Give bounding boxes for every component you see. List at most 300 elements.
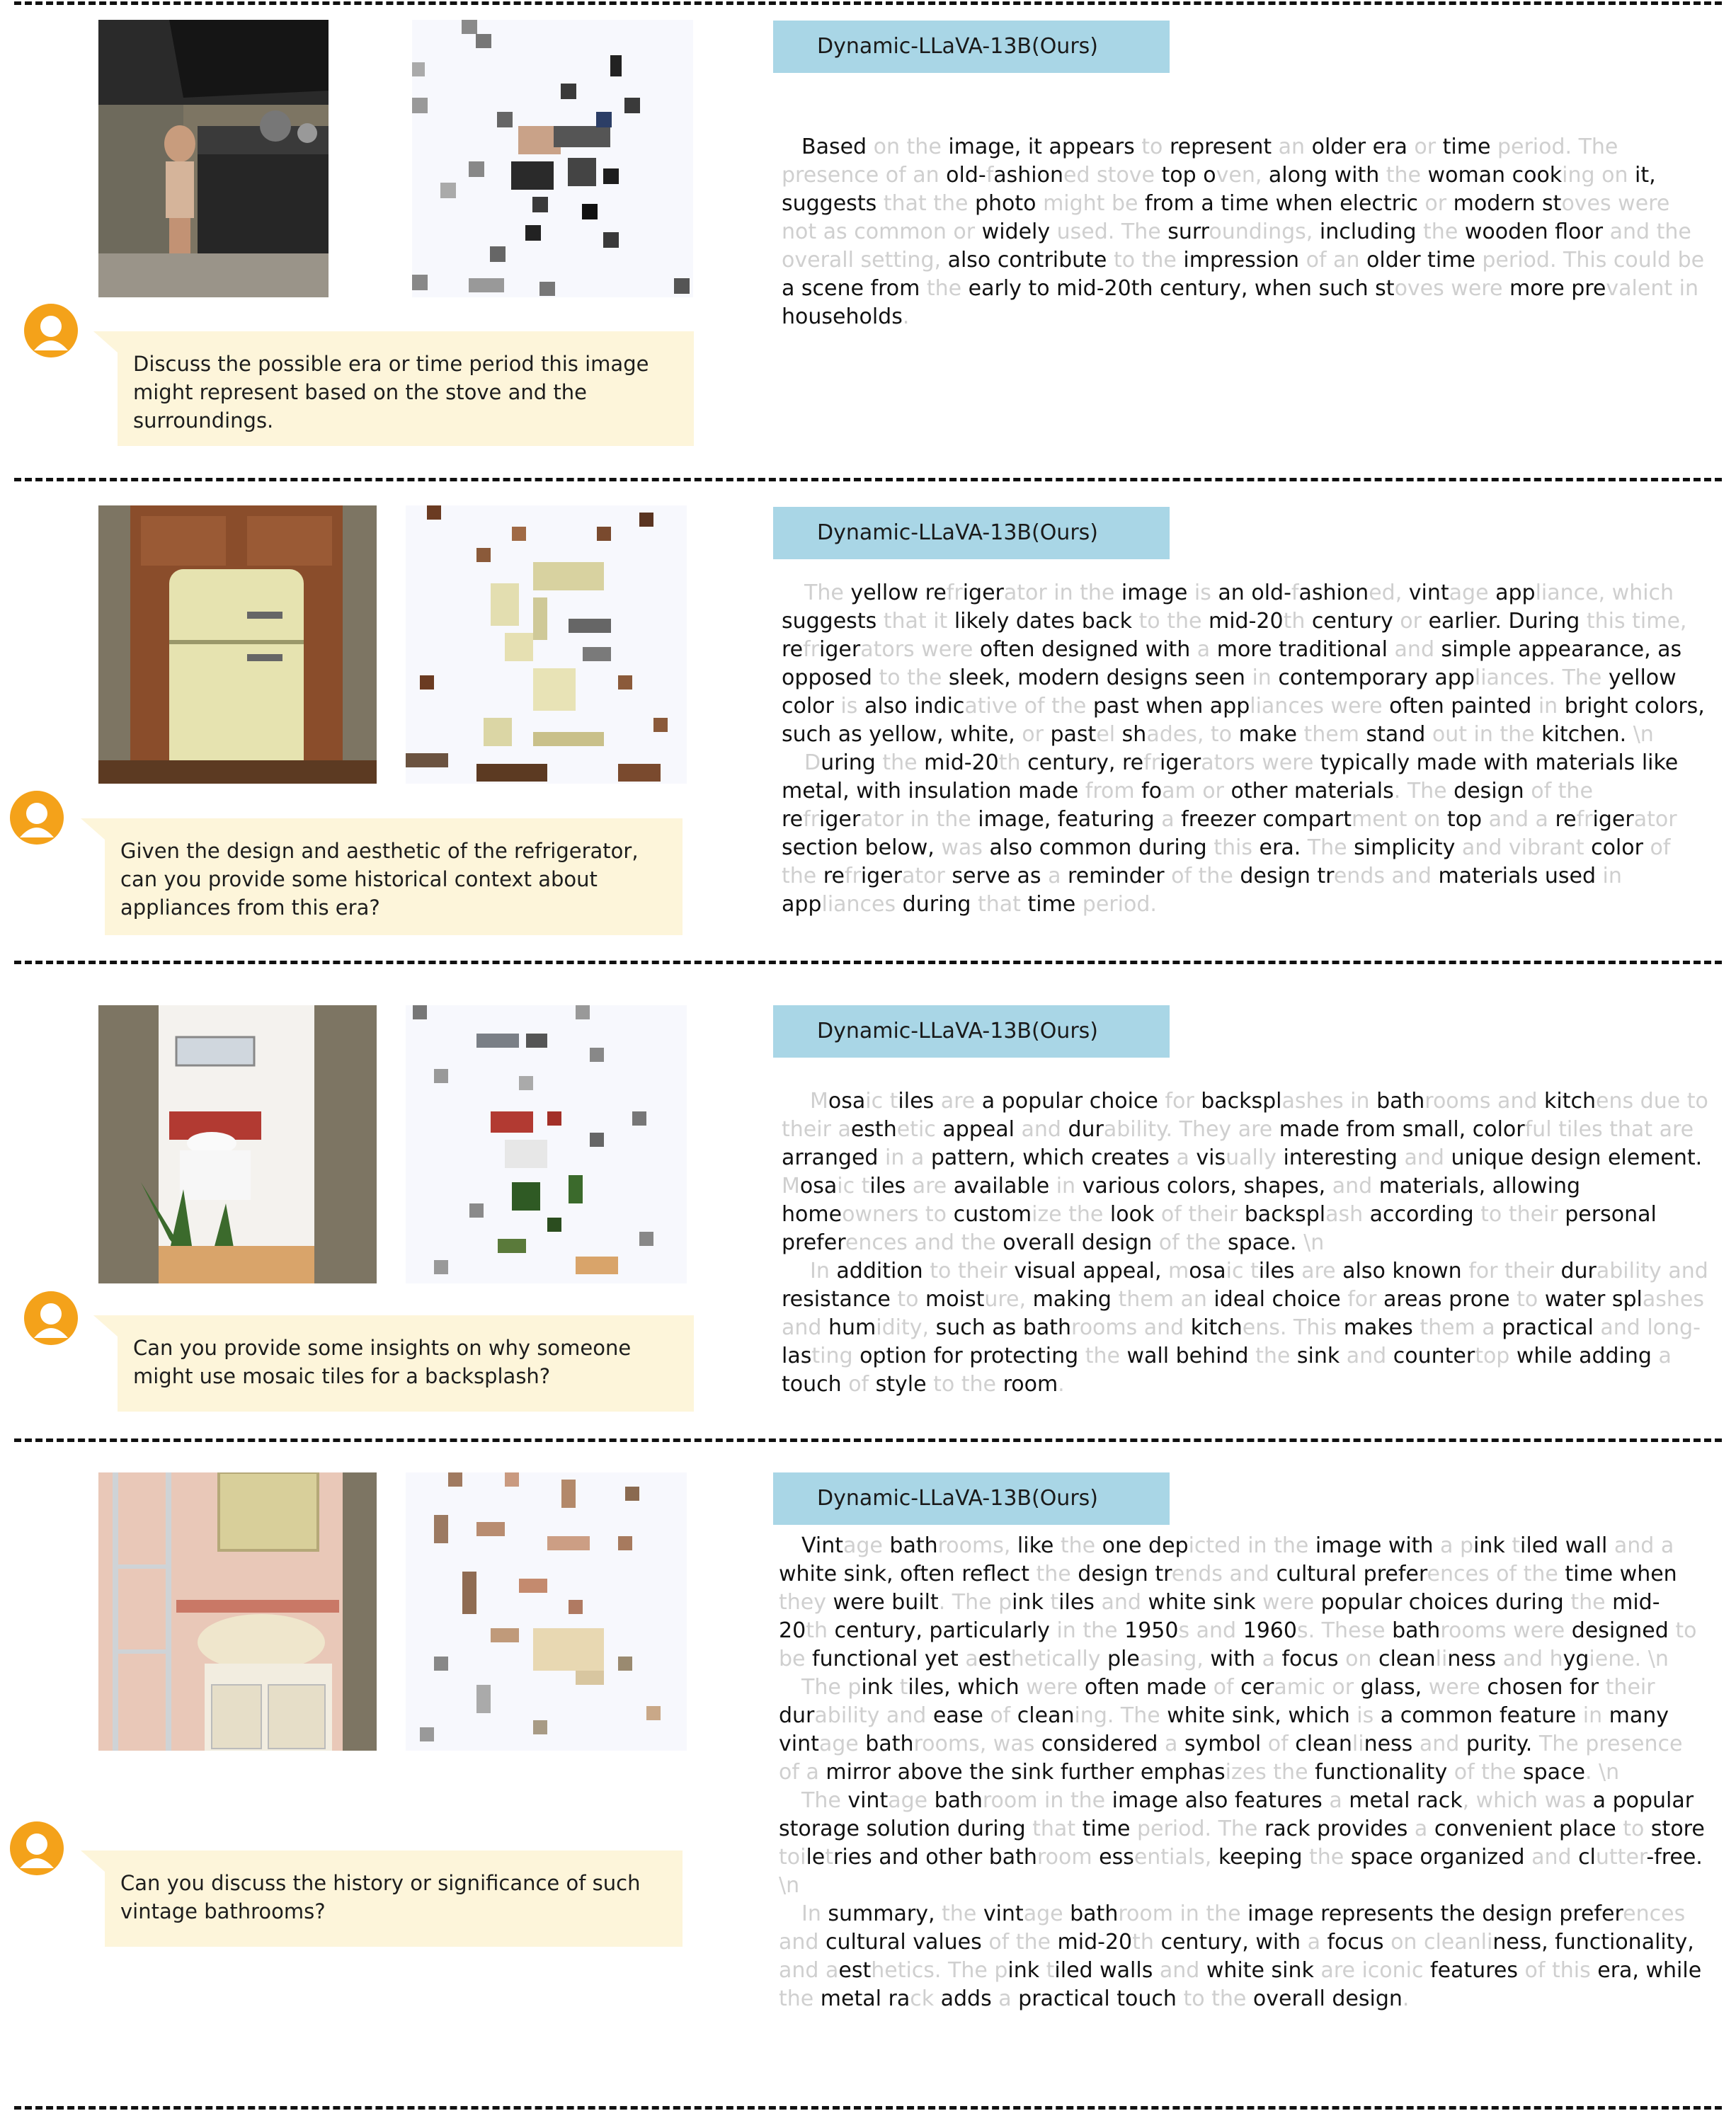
- answer-token-kept: wooden floor: [1464, 219, 1610, 244]
- answer-token-kept: suggests: [782, 609, 884, 634]
- answer-token-dropped: icted in the: [1188, 1533, 1315, 1558]
- answer-token-dropped: in: [1582, 1703, 1609, 1728]
- answer-token-dropped: and: [1101, 1590, 1148, 1615]
- answer-token-kept: woman cook: [1427, 163, 1563, 188]
- answer-token-dropped: them: [1303, 722, 1366, 747]
- answer-token-kept: Vint: [801, 1533, 843, 1558]
- answer-token-kept: according: [1369, 1202, 1481, 1227]
- answer-token-dropped: a: [1307, 1930, 1327, 1955]
- answer-token-kept: arranged: [782, 1145, 886, 1170]
- answer-token-kept: ashion: [1298, 580, 1369, 605]
- answer-token-kept: backspl: [1201, 1089, 1282, 1114]
- answer-token-kept: stand: [1366, 722, 1432, 747]
- answer-token-kept: top: [1446, 807, 1489, 832]
- answer-token-dropped: of the: [1531, 779, 1593, 803]
- answer-token-dropped: fr: [1576, 807, 1593, 832]
- answer-token-kept: freezer compart: [1181, 807, 1352, 832]
- answer-token-dropped: for: [1165, 1089, 1201, 1114]
- answer-token-kept: iled walls: [1054, 1958, 1160, 1983]
- answer-token-kept: areas prone: [1383, 1287, 1517, 1312]
- answer-token-kept: kitch: [1190, 1315, 1243, 1340]
- answer-token-kept: clean: [1295, 1732, 1352, 1756]
- answer-token-dropped: liance, which: [1535, 580, 1674, 605]
- answer-token-kept: yellow re: [850, 580, 947, 605]
- answer-token-kept: surr: [1167, 219, 1209, 244]
- answer-token-kept: keeping: [1218, 1845, 1310, 1870]
- answer-token-kept: photo: [974, 191, 1044, 216]
- answer-token-dropped: or: [1400, 609, 1429, 634]
- answer-token-kept: practical touch: [1018, 1986, 1184, 2011]
- answer-token-dropped: the: [779, 1986, 821, 2011]
- answer-token-kept: fo: [1141, 779, 1163, 803]
- answer-token-dropped: fr: [946, 580, 963, 605]
- answer-token-dropped: ven,: [1216, 163, 1269, 188]
- model-label: Dynamic-LLaVA-13B(Ours): [773, 21, 1170, 73]
- answer-token-dropped: the: [1309, 1845, 1351, 1870]
- answer-token-kept: osa: [828, 1089, 866, 1114]
- answer-token-dropped: and vibr: [1461, 835, 1550, 860]
- answer-token-dropped: period. The: [1136, 1817, 1264, 1841]
- answer-token-kept: making: [1032, 1287, 1119, 1312]
- answer-token-dropped: of the: [1454, 1760, 1523, 1785]
- answer-token-dropped: them an: [1118, 1287, 1214, 1312]
- answer-token-dropped: . The p: [938, 1590, 1012, 1615]
- answer-token-dropped: ure,: [984, 1287, 1033, 1312]
- divider-top: [14, 1, 1722, 5]
- answer-token-dropped: is: [840, 694, 864, 719]
- answer-token-kept: iles, which: [908, 1675, 1027, 1700]
- answer-token-dropped: hetically: [1010, 1647, 1108, 1671]
- answer-token-kept: touch: [782, 1372, 849, 1397]
- answer-token-kept: glass,: [1360, 1675, 1429, 1700]
- answer-token-kept: during: [902, 892, 978, 917]
- answer-token-kept: interesting: [1283, 1145, 1405, 1170]
- answer-token-dropped: that it: [883, 609, 954, 634]
- answer-token-dropped: to the: [879, 665, 949, 690]
- answer-token-kept: ple: [1107, 1647, 1140, 1671]
- answer-token-kept: est: [978, 1647, 1011, 1671]
- answer-token-kept: iled wall: [1520, 1533, 1614, 1558]
- answer-token-dropped: ability and: [814, 1703, 933, 1728]
- answer-token-kept: features: [1430, 1958, 1525, 1983]
- answer-token-dropped: liances: [821, 892, 903, 917]
- answer-token-kept: vint: [983, 1901, 1024, 1926]
- answer-token-kept: century, particularly: [834, 1618, 1057, 1643]
- answer-token-kept: image with: [1315, 1533, 1441, 1558]
- answer-token-dropped: and: [1531, 1845, 1579, 1870]
- answer-token-dropped: top: [1475, 1344, 1517, 1368]
- answer-token-kept: Based: [801, 135, 874, 159]
- answer-token-kept: old-: [946, 163, 986, 188]
- answer-token-dropped: ators were: [1201, 750, 1320, 775]
- answer-token-dropped: to the: [1183, 1986, 1253, 2011]
- answer-token-kept: yg: [1563, 1647, 1589, 1671]
- answer-token-dropped: t: [861, 1174, 870, 1198]
- answer-token-dropped: and: [1159, 1958, 1206, 1983]
- answer-token-kept: app: [782, 892, 822, 917]
- answer-token-kept: iles: [898, 1089, 941, 1114]
- answer-token-kept: mid-20: [1208, 609, 1284, 634]
- answer-token-dropped: of the: [1158, 1230, 1228, 1255]
- answer-token-dropped: to: [1517, 1287, 1545, 1312]
- answer-token-dropped: th: [998, 750, 1028, 775]
- answer-token-kept: allowing home: [782, 1174, 1581, 1227]
- answer-token-dropped: li: [1435, 1647, 1448, 1671]
- answer-token-kept: design: [1454, 779, 1531, 803]
- answer-token-dropped: \n: [1303, 1230, 1325, 1255]
- answer-token-kept: bath: [889, 1533, 938, 1558]
- answer-token-dropped: and: [1394, 637, 1441, 662]
- answer-token-kept: time: [1082, 1817, 1137, 1841]
- answer-token-kept: such as bath: [935, 1315, 1072, 1340]
- answer-token-kept: time when: [1565, 1562, 1677, 1586]
- answer-token-dropped: for their: [1468, 1259, 1561, 1283]
- answer-token-dropped: to the: [1138, 609, 1209, 634]
- answer-token-dropped: used. The: [1056, 219, 1168, 244]
- answer-token-dropped: a: [1262, 1647, 1282, 1671]
- answer-token-dropped: to: [897, 1287, 926, 1312]
- answer-token-dropped: t: [889, 1089, 898, 1114]
- user-question-text: Can you provide some insights on why someone might use mosaic tiles for a backsplash?: [133, 1336, 632, 1388]
- answer-token-dropped: liances. The: [1474, 665, 1609, 690]
- answer-token-dropped: to: [1623, 1817, 1651, 1841]
- answer-token-kept: bright colors, such as yellow, white,: [782, 694, 1705, 747]
- answer-token-kept: osa: [799, 1174, 838, 1198]
- answer-token-dropped: on: [1345, 1647, 1378, 1671]
- answer-token-dropped: ful: [1524, 1117, 1559, 1142]
- answer-token-kept: time: [1442, 135, 1497, 159]
- answer-token-dropped: the: [1060, 1533, 1102, 1558]
- answer-token-kept: cl: [1578, 1845, 1596, 1870]
- answer-token-dropped: th: [1283, 609, 1312, 634]
- answer-token-dropped: th: [806, 1618, 835, 1643]
- answer-token-dropped: ashes in: [1281, 1089, 1377, 1114]
- answer-token-kept: mid-20: [924, 750, 999, 775]
- answer-token-kept: 1960: [1243, 1618, 1297, 1643]
- answer-token-kept: older era: [1311, 135, 1415, 159]
- answer-token-dropped: toi: [779, 1845, 806, 1870]
- answer-token-dropped: In: [801, 1901, 828, 1926]
- answer-token-dropped: s. These: [1296, 1618, 1393, 1643]
- answer-token-kept: widely: [981, 219, 1057, 244]
- answer-token-dropped: the: [1570, 1590, 1613, 1615]
- answer-token-dropped: the: [1386, 163, 1428, 188]
- answer-token-kept: unique design element.: [1451, 1145, 1703, 1170]
- answer-token-dropped: and: [1419, 1732, 1466, 1756]
- answer-token-dropped: of their: [1160, 1202, 1245, 1227]
- answer-token-kept: overall design: [1003, 1230, 1159, 1255]
- answer-token-dropped: liances were: [1250, 694, 1390, 719]
- answer-token-dropped: due to their: [782, 1089, 1708, 1142]
- answer-token-dropped: t: [825, 1845, 834, 1870]
- vintage-bathroom-photo: [98, 1472, 377, 1751]
- answer-token-dropped: ens: [1596, 1089, 1640, 1114]
- answer-token-dropped: was: [941, 835, 990, 860]
- answer-token-dropped: and: [1346, 1344, 1393, 1368]
- user-avatar-icon: [24, 1291, 78, 1345]
- answer-token-kept: image represents the design prefer: [1247, 1901, 1623, 1926]
- answer-token-dropped: on the: [873, 135, 949, 159]
- answer-token-dropped: is: [1357, 1703, 1381, 1728]
- answer-token-kept: ink: [1012, 1590, 1051, 1615]
- bathroom-token-mask: [406, 1005, 687, 1283]
- answer-token-kept: design tr: [1240, 864, 1334, 888]
- answer-token-dropped: their: [1605, 1675, 1655, 1700]
- answer-token-kept: design tr: [1078, 1562, 1172, 1586]
- answer-token-kept: image: [1121, 580, 1194, 605]
- answer-token-dropped: of: [1213, 1675, 1241, 1700]
- answer-token-kept: functional yet: [812, 1647, 966, 1671]
- answer-token-dropped: in the: [1056, 1618, 1125, 1643]
- answer-token-kept: style: [875, 1372, 934, 1397]
- answer-token-dropped: ashes and: [782, 1287, 1704, 1340]
- answer-token-dropped: a: [1197, 637, 1217, 662]
- answer-token-kept: store: [1650, 1817, 1705, 1841]
- model-answer: [782, 1087, 1709, 1399]
- answer-token-kept: mirror above the sink further emphas: [826, 1760, 1226, 1785]
- answer-token-dropped: ends and: [1333, 864, 1439, 888]
- answer-token-dropped: t: [1512, 1533, 1521, 1558]
- answer-token-dropped: The: [1307, 835, 1354, 860]
- answer-token-kept: addition: [836, 1259, 930, 1283]
- user-question-bubble: [118, 331, 694, 446]
- answer-token-dropped: a: [1161, 807, 1182, 832]
- answer-token-dropped: in: [1056, 1174, 1083, 1198]
- answer-token-dropped: to the: [933, 1372, 1003, 1397]
- divider-2: [14, 961, 1722, 964]
- answer-token-kept: space: [1522, 1760, 1585, 1785]
- answer-token-kept: also contribute: [947, 248, 1114, 273]
- answer-token-kept: iles: [1258, 1259, 1302, 1283]
- answer-token-kept: ness: [1447, 1647, 1503, 1671]
- answer-token-dropped: rooms,: [937, 1533, 1017, 1558]
- user-avatar-icon: [10, 1821, 64, 1875]
- answer-token-kept: image also features: [1112, 1788, 1330, 1813]
- divider-3: [14, 1438, 1722, 1442]
- answer-token-kept: with: [1210, 1647, 1262, 1671]
- answer-token-kept: iles: [869, 1174, 913, 1198]
- answer-token-dropped: age: [888, 1788, 935, 1813]
- answer-token-dropped: ting: [811, 1344, 860, 1368]
- answer-token-dropped: for: [1347, 1287, 1383, 1312]
- answer-token-dropped: hetics. The p: [871, 1958, 1008, 1983]
- answer-token-dropped: a: [1414, 1817, 1434, 1841]
- answer-token-dropped: period. The presence: [782, 135, 1618, 188]
- answer-token-dropped: ades, to: [1146, 722, 1239, 747]
- answer-token-kept: ess: [1099, 1845, 1134, 1870]
- answer-token-dropped: ences and the: [845, 1230, 1003, 1255]
- answer-token-kept: hum: [828, 1315, 876, 1340]
- answer-token-kept: contemporary app: [1278, 665, 1475, 690]
- answer-token-dropped: are: [912, 1174, 954, 1198]
- model-label: Dynamic-LLaVA-13B(Ours): [773, 1472, 1170, 1525]
- answer-token-dropped: ative of the: [964, 694, 1093, 719]
- stove-token-mask: [412, 20, 693, 297]
- answer-token-dropped: out in the: [1432, 722, 1542, 747]
- answer-token-kept: earlier. During: [1428, 609, 1587, 634]
- answer-token-kept: ashion: [993, 163, 1064, 188]
- answer-token-kept: bath: [1392, 1618, 1441, 1643]
- answer-token-dropped: t: [1558, 1117, 1567, 1142]
- answer-token-kept: white sink, which: [1167, 1703, 1357, 1728]
- answer-token-kept: osa: [1189, 1259, 1226, 1283]
- answer-token-dropped: rooms and: [1424, 1089, 1545, 1114]
- answer-token-dropped: The: [801, 1788, 848, 1813]
- answer-token-dropped: ability and: [1596, 1259, 1708, 1283]
- answer-token-kept: ink: [1473, 1533, 1512, 1558]
- answer-token-dropped: entials,: [1133, 1845, 1218, 1870]
- divider-bottom: [14, 2106, 1722, 2110]
- answer-token-kept: while adding: [1516, 1344, 1659, 1368]
- answer-token-kept: space organized: [1350, 1845, 1532, 1870]
- answer-token-dropped: rooms and: [1071, 1315, 1191, 1340]
- answer-token-kept: white sink: [1206, 1958, 1321, 1983]
- answer-token-kept: convenient place: [1434, 1817, 1623, 1841]
- answer-token-dropped: t: [1046, 1958, 1055, 1983]
- answer-token-dropped: a p: [1440, 1533, 1474, 1558]
- answer-paragraph: [779, 1532, 1706, 1674]
- answer-token-dropped: the: [1255, 1344, 1297, 1368]
- answer-token-kept: summary,: [828, 1901, 942, 1926]
- answer-token-dropped: fr: [803, 637, 820, 662]
- answer-token-kept: mid-20: [779, 1590, 1660, 1643]
- answer-token-dropped: of: [1267, 1732, 1296, 1756]
- answer-token-kept: metal rack: [1349, 1788, 1463, 1813]
- answer-token-kept: le: [806, 1845, 826, 1870]
- answer-token-dropped: room in the: [982, 1788, 1112, 1813]
- answer-token-kept: bath: [1376, 1089, 1425, 1114]
- answer-token-dropped: a: [1176, 1145, 1197, 1170]
- answer-token-kept: available: [953, 1174, 1056, 1198]
- answer-token-kept: uring: [821, 750, 883, 775]
- answer-token-dropped: of the: [1171, 864, 1240, 888]
- answer-paragraph: [782, 579, 1709, 749]
- answer-token-kept: backspl: [1244, 1202, 1326, 1227]
- answer-token-dropped: to be: [779, 1618, 1697, 1671]
- answer-token-dropped: are icon: [1320, 1958, 1406, 1983]
- bathroom-photo: [98, 1005, 377, 1283]
- answer-token-dropped: a: [1329, 1788, 1349, 1813]
- answer-token-dropped: fr: [1143, 750, 1160, 775]
- answer-token-kept: also common during: [989, 835, 1214, 860]
- answer-token-dropped: is: [1194, 580, 1218, 605]
- answer-token-kept: appeal: [942, 1117, 1022, 1142]
- answer-token-kept: made from small, color: [1279, 1117, 1525, 1142]
- answer-token-kept: wall behind: [1126, 1344, 1256, 1368]
- answer-token-dropped: ash: [1325, 1202, 1370, 1227]
- answer-token-kept: cultural prefer: [1276, 1562, 1427, 1586]
- answer-token-kept: bath: [934, 1788, 983, 1813]
- answer-token-dropped: are: [1301, 1259, 1343, 1283]
- answer-token-dropped: t: [1050, 1590, 1059, 1615]
- answer-token-kept: era, while: [1597, 1958, 1702, 1983]
- answer-token-kept: ease: [932, 1703, 990, 1728]
- answer-token-kept: section below,: [782, 835, 942, 860]
- user-avatar-icon: [24, 304, 78, 357]
- answer-token-dropped: from: [1085, 779, 1142, 803]
- answer-token-kept: simple appearance, as opposed: [782, 637, 1682, 690]
- answer-token-kept: bath: [865, 1732, 914, 1756]
- answer-token-dropped: ens. This: [1242, 1315, 1344, 1340]
- answer-token-dropped: and: [1404, 1145, 1451, 1170]
- model-label: Dynamic-LLaVA-13B(Ours): [773, 507, 1170, 559]
- answer-token-kept: counter: [1393, 1344, 1475, 1368]
- answer-token-dropped: \n: [1633, 722, 1654, 747]
- answer-token-kept: 1950: [1124, 1618, 1179, 1643]
- answer-token-dropped: ator in the: [1003, 580, 1121, 605]
- answer-token-dropped: and a: [779, 1958, 839, 1983]
- answer-token-kept: pattern, which creates: [930, 1145, 1177, 1170]
- answer-paragraph: [779, 1787, 1706, 1900]
- answer-token-kept: simplicity: [1354, 835, 1462, 860]
- refrigerator-token-mask: [406, 505, 687, 784]
- answer-token-kept: clean: [1378, 1647, 1436, 1671]
- answer-token-dropped: of: [848, 1372, 876, 1397]
- answer-token-dropped: iles that are: [1566, 1117, 1694, 1142]
- user-question-bubble: [118, 1315, 694, 1412]
- answer-token-dropped: age: [1449, 580, 1496, 605]
- answer-token-dropped: of the: [782, 835, 1671, 888]
- answer-token-kept: an old-: [1218, 580, 1291, 605]
- answer-token-kept: color: [1591, 835, 1650, 860]
- answer-token-kept: more traditional: [1216, 637, 1395, 662]
- answer-token-dropped: li: [1352, 1732, 1364, 1756]
- answer-token-kept: white sink, often reflect: [779, 1562, 1037, 1586]
- answer-token-dropped: li: [1480, 1930, 1493, 1955]
- answer-token-kept: ries and other bath: [833, 1845, 1037, 1870]
- answer-token-dropped: were: [1428, 1675, 1487, 1700]
- answer-token-kept: iles: [1058, 1590, 1102, 1615]
- answer-token-kept: custom: [953, 1202, 1032, 1227]
- answer-token-dropped: ability. They are: [1103, 1117, 1279, 1142]
- answer-token-kept: space.: [1228, 1230, 1304, 1255]
- answer-token-dropped: m: [1168, 1259, 1189, 1283]
- answer-token-kept: top o: [1161, 163, 1216, 188]
- answer-token-dropped: an: [1278, 135, 1312, 159]
- answer-token-dropped: utter: [1595, 1845, 1647, 1870]
- answer-token-dropped: M: [782, 1174, 800, 1198]
- answer-token-kept: iger: [860, 864, 902, 888]
- answer-token-dropped: asing,: [1139, 1647, 1211, 1671]
- answer-token-dropped: \n: [1648, 1647, 1669, 1671]
- answer-token-dropped: age: [1023, 1901, 1070, 1926]
- answer-token-dropped: age: [843, 1533, 890, 1558]
- answer-token-kept: ink: [1007, 1958, 1046, 1983]
- answer-token-kept: iger: [819, 807, 861, 832]
- answer-token-kept: past when app: [1092, 694, 1250, 719]
- answer-token-kept: older time: [1366, 248, 1483, 273]
- answer-token-dropped: rooms, was: [913, 1732, 1041, 1756]
- answer-token-kept: vis: [1196, 1145, 1226, 1170]
- answer-token-dropped: D: [804, 750, 821, 775]
- answer-token-kept: designed: [1571, 1618, 1676, 1643]
- answer-paragraph: [782, 749, 1709, 919]
- answer-token-kept: century, re: [1027, 750, 1144, 775]
- answer-token-kept: -free.: [1646, 1845, 1703, 1870]
- answer-token-dropped: t: [1250, 1259, 1259, 1283]
- answer-token-dropped: and the overall setting,: [782, 219, 1691, 273]
- answer-token-kept: image, featuring: [978, 807, 1162, 832]
- answer-token-kept: modern st: [1453, 191, 1562, 216]
- answer-token-kept: popular choices during: [1320, 1590, 1571, 1615]
- answer-token-dropped: f: [1291, 580, 1299, 605]
- answer-token-dropped: ed,: [1369, 580, 1409, 605]
- answer-token-kept: serve as: [952, 864, 1049, 888]
- answer-token-kept: iger: [1592, 807, 1634, 832]
- answer-token-dropped: that: [1032, 1817, 1083, 1841]
- answer-token-kept: las: [782, 1344, 812, 1368]
- answer-token-dropped: . \n: [1584, 1760, 1620, 1785]
